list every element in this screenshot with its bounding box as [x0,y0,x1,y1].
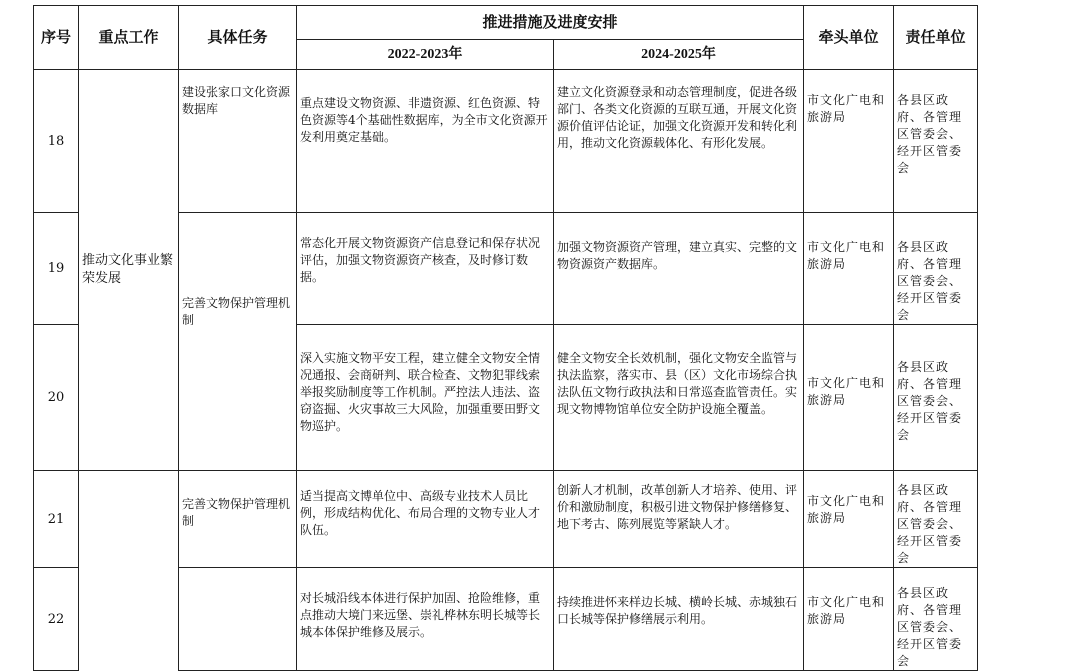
header-resp: 责任单位 [894,6,978,70]
row-period-1: 对长城沿线本体进行保护加固、抢险维修，重点推动大境门来远堡、崇礼桦林东明长城等长城本体保护维修及展示。 [297,568,554,671]
header-measures: 推进措施及进度安排 [297,6,804,40]
row-resp: 各县区政府、各管理区管委会、经开区管委会 [894,471,978,568]
row-lead: 市文化广电和旅游局 [804,70,894,213]
table-container [33,5,978,671]
row-resp: 各县区政府、各管理区管委会、经开区管委会 [894,568,978,671]
row-lead: 市文化广电和旅游局 [804,568,894,671]
row-period-2: 建立文化资源登录和动态管理制度，促进各级部门、各类文化资源的互联互通，开展文化资源价值评估论证，加强文化资源开发和转化利用，推动文化资源载体化、有形化发展。 [554,70,804,213]
row-lead: 市文化广电和旅游局 [804,325,894,471]
task-empty [179,568,297,671]
row-seq: 18 [34,70,79,213]
row-task: 建设张家口文化资源数据库 [179,70,297,213]
key-work-empty [79,471,179,671]
header-lead: 牵头单位 [804,6,894,70]
header-task: 具体任务 [179,6,297,70]
row-seq: 20 [34,325,79,471]
table-row [34,471,978,568]
row-period-2: 加强文物资源资产管理，建立真实、完整的文物资源资产数据库。 [554,213,804,325]
row-period-1: 重点建设文物资源、非遗资源、红色资源、特色资源等4个基础性数据库，为全市文化资源开发利用奠定基础。 [297,70,554,213]
table-row [34,70,978,213]
header-period-2: 2024-2025年 [554,40,804,70]
header-key-work: 重点工作 [79,6,179,70]
row-period-1: 适当提高文博单位中、高级专业技术人员比例，形成结构优化、布局合理的文物专业人才队伍。 [297,471,554,568]
row-period-1: 深入实施文物平安工程，建立健全文物安全情况通报、会商研判、联合检查、文物犯罪线索举报奖励制度等工作机制。严控法人违法、盗窃盗掘、火灾事故三大风险，加强重要田野文物巡护。 [297,325,554,471]
row-lead: 市文化广电和旅游局 [804,471,894,568]
header-seq: 序号 [34,6,79,70]
row-seq: 21 [34,471,79,568]
header-row-1 [34,6,978,40]
row-period-2: 持续推进怀来样边长城、横岭长城、赤城独石口长城等保护修缮展示利用。 [554,568,804,671]
row-lead: 市文化广电和旅游局 [804,213,894,325]
row-task: 完善文物保护管理机制 [179,471,297,568]
key-work-cell: 推动文化事业繁荣发展 [79,70,179,471]
row-resp: 各县区政府、各管理区管委会、经开区管委会 [894,70,978,213]
row-period-1: 常态化开展文物资源资产信息登记和保存状况评估，加强文物资源资产核查，及时修订数据。 [297,213,554,325]
row-seq: 19 [34,213,79,325]
row-period-2: 健全文物安全长效机制，强化文物安全监管与执法监察，落实市、县（区）文化市场综合执法队伍文物行政执法和日常巡查监管责任。实现文物博物馆单位安全防护设施全覆盖。 [554,325,804,471]
row-period-2: 创新人才机制，改革创新人才培养、使用、评价和激励制度，积极引进文物保护修缮修复、地下考古、陈列展览等紧缺人才。 [554,471,804,568]
row-task: 完善文物保护管理机制 [179,213,297,471]
header-period-1: 2022-2023年 [297,40,554,70]
row-seq: 22 [34,568,79,671]
work-plan-table [33,5,978,671]
row-resp: 各县区政府、各管理区管委会、经开区管委会 [894,325,978,471]
row-resp: 各县区政府、各管理区管委会、经开区管委会 [894,213,978,325]
